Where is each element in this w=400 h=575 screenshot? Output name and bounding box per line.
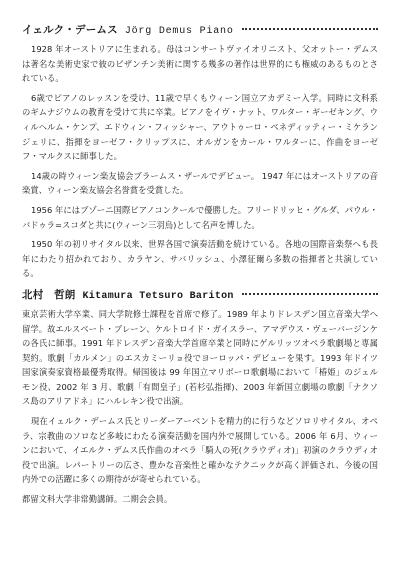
name-japanese: 北村 哲朗: [22, 288, 76, 301]
bio-paragraph: 都留文科大学非常勤講師。二期会会員。: [22, 494, 173, 505]
bio-paragraph: 1928 年オーストリアに生まれる。母はコンサートヴァイオリニスト、父オットー・デムスは著名な美術史家で彼のビザンチン美術に関する幾多の著作は世界的にも権威のあるものとされている。: [22, 44, 378, 84]
bio-paragraph: 現在イェルク・デームス氏とリーダーアーベントを精力的に行うなどソロリサイタル、オペラ、宗教曲のソロなど多岐にわたる演奏活動を国内外で展開している。2006 年 6月、ウィーンにおいて、イエルク・デムス氏作曲のオペラ「騎人の死(クラウディオ)」初演のクラウディオ役で出演。レパートリーの広さ、豊かな音楽性と確かなテクニックが高く評価され、今後の国内外での活躍に多くの期待がが寄せられている。: [22, 416, 378, 485]
profile-heading: [22, 22, 378, 37]
name-latin: Jörg Demus Piano: [124, 26, 234, 37]
profile-heading: [22, 287, 378, 302]
name-latin: Kitamura Tetsuro Bariton: [82, 290, 234, 302]
bio-paragraph: 1950 年の初リサイタル以来、世界各国で演奏活動を続けている。各地の国際音楽祭へも長年にわたり招かれており、カラヤン、サバリッシュ、小澤征爾ら多数の指揮者と共演している。: [22, 239, 378, 279]
name-japanese: イェルク・デームス: [22, 24, 118, 36]
bio-paragraph: 14歳の時ウィーン楽友協会ブラームス・ザールでデビュー。 1947 年にはオーストリアの音楽賞、ウィーン楽友協会名誉賞を受賞した。: [22, 170, 378, 196]
profile-kitamura: [22, 287, 378, 507]
profile-demus: [22, 22, 378, 281]
bio-paragraph: 6歳でピアノのレッスンを受け、11歳で早くもウィーン国立アカデミー入学。同時に文科系のギムナジウムの教育を受けて共に卒業。ピアノをイヴ・ナット、ワルター・ギーゼキング、ウィルヘルム・ケンプ、エドウィン・フィッシャー、アウトゥーロ・ベネディッティー・ミケランジェリに、指揮をヨーゼフ・クリップスに、オルガンをカール・ワルターに、作曲をヨーゼフ・マルクスに師事した。: [22, 92, 378, 162]
bio-paragraph: 1956 年にはブゾーニ国際ピアノコンクールで優勝した。フリードリッヒ・グルダ、パウル・バドゥラ=スコダと共に(ウィーン三羽烏)として名声を博した。: [22, 204, 378, 230]
dotted-leader: [242, 28, 378, 30]
bio-paragraph: 東京芸術大学卒業、同大学院修士課程を首席で修了。1989 年よりドレスデン国立音楽大学へ留学。故エルスベート・ブレーン、ケルトロイド・ガイスラー、アマデウス・ヴェーバージンケの各氏に師事。1991 年ドレスデン音楽大学首席卒業と同時にゲルリッツオペラ歌劇場と専属契約。歌劇「カルメン」のエスカミーリョ役でヨーロッパ・デビューを果す。1993 年ドイツ国家演奏家資格最優秀取得。帰国後は 99 年国立マリボーロ歌劇場において「椿姫」のジェルモン役、2002 年 3 月、歌劇「有間皇子」(若杉弘指揮)、2003 年新国立劇場の歌劇「ナクソス島のアリアドネ」にハルレキン役で出演。: [22, 308, 378, 407]
dotted-leader: [242, 293, 378, 295]
